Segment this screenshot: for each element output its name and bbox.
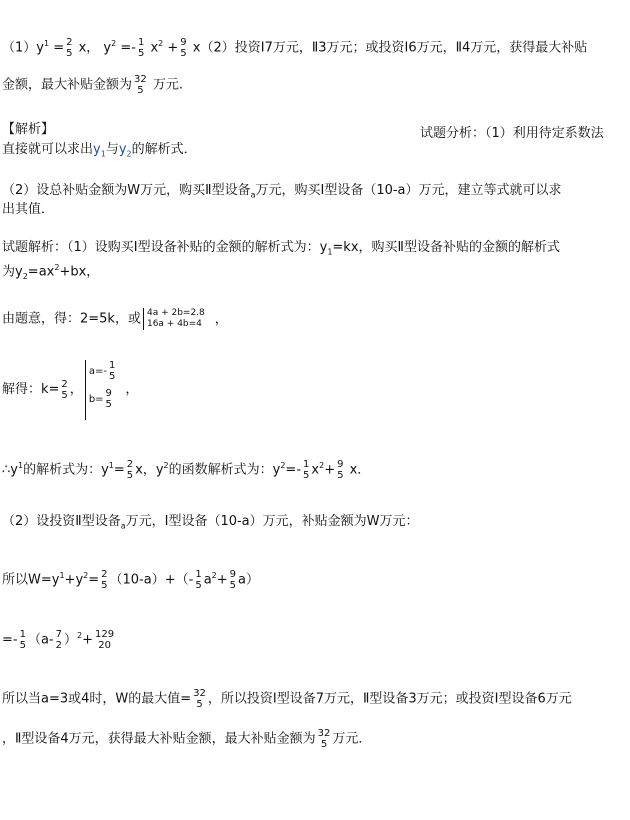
text: 型设备补贴的金额的解析式 xyxy=(403,240,560,255)
text: x xyxy=(311,462,320,478)
numerator: 1 xyxy=(19,628,26,640)
numerator: 32 xyxy=(134,74,147,85)
numerator: 1 xyxy=(195,568,202,580)
fraction xyxy=(138,37,144,59)
solution-line-5 xyxy=(2,458,370,481)
fraction xyxy=(106,388,112,410)
subscript: 1 xyxy=(327,247,333,257)
superscript: 2 xyxy=(280,461,286,470)
fraction xyxy=(127,459,133,481)
denominator: 5 xyxy=(137,47,145,59)
text: 解得：k= xyxy=(2,382,60,397)
analysis-hint-line-2 xyxy=(2,142,197,163)
text: 的解析式． xyxy=(131,142,197,157)
text: 由题意，得：2=5k，或 xyxy=(2,311,141,327)
text: +bx， xyxy=(59,264,100,280)
solution-line-3 xyxy=(2,308,228,330)
superscript: 2 xyxy=(319,461,325,470)
text: （2）设总补贴金额为 xyxy=(2,183,128,198)
denominator: 5 xyxy=(303,469,310,481)
analysis-para-2-line-1 xyxy=(2,183,562,204)
fraction xyxy=(95,629,114,651)
fraction xyxy=(20,629,26,651)
analysis-para-2-line-2 xyxy=(2,202,54,218)
text: 试题分析：（1）利用待定系数法 xyxy=(420,126,604,141)
text: = xyxy=(49,40,65,56)
heading-text: 【解析】 xyxy=(2,122,55,137)
denominator: 5 xyxy=(66,47,73,59)
text: ， xyxy=(214,311,228,327)
fraction xyxy=(318,728,331,750)
denominator: 5 xyxy=(337,469,344,481)
denominator: 5 xyxy=(105,399,112,410)
superscript: 1 xyxy=(43,39,50,48)
solution-line-1 xyxy=(2,240,560,261)
fraction xyxy=(180,37,186,59)
fraction xyxy=(230,569,236,591)
superscript: 1 xyxy=(17,461,24,470)
denominator: 5 xyxy=(19,639,26,651)
text: 万元，购买 xyxy=(140,183,206,198)
variable: a xyxy=(250,190,256,200)
denominator: 5 xyxy=(137,85,144,96)
text: x． xyxy=(345,462,371,478)
superscript: 2 xyxy=(111,39,117,48)
denominator: 5 xyxy=(320,739,328,750)
numerator: 9 xyxy=(337,458,344,470)
text: + xyxy=(82,632,94,648)
text: （10-a）+（- xyxy=(109,572,194,588)
text: 出其值． xyxy=(2,202,55,217)
text: 与 xyxy=(105,142,119,157)
text: ） xyxy=(64,632,78,648)
text: （2）设投资 xyxy=(2,514,76,529)
b-solution xyxy=(89,388,118,410)
text: 万元． xyxy=(332,731,372,747)
text: a xyxy=(203,572,212,588)
solution-line-6 xyxy=(2,514,419,535)
answer-line-2 xyxy=(2,74,183,96)
numerator: 1 xyxy=(108,360,116,371)
analysis-hint-right xyxy=(420,122,604,141)
text: 万元，Ⅰ型设备（10-a）万元，补贴金额为W万元： xyxy=(125,514,419,529)
text: = xyxy=(113,462,125,478)
text: 的函数解析式为：y xyxy=(168,462,281,478)
text: 型设备 xyxy=(81,514,121,529)
a-solution xyxy=(89,360,118,382)
fraction xyxy=(61,379,67,401)
fraction xyxy=(134,74,147,96)
text: 万元. xyxy=(148,77,184,93)
numerator: 129 xyxy=(95,628,115,640)
numerator: 32 xyxy=(193,688,206,699)
solution-line-4 xyxy=(2,360,138,420)
superscript: 1 xyxy=(59,571,65,580)
text: 为y xyxy=(2,264,23,280)
superscript: 2 xyxy=(163,461,169,470)
text: = xyxy=(88,572,100,588)
text: 直接就可以求出 xyxy=(2,142,94,157)
text: 试题解析：（1）设购买Ⅰ型设备补贴的金额的解析式为：y xyxy=(2,240,328,255)
superscript: 2 xyxy=(54,263,60,272)
numerator: 2 xyxy=(66,36,73,48)
text: （1）y xyxy=(2,40,44,56)
equation: 16a + 4b=4 xyxy=(146,319,202,329)
text: a） xyxy=(238,572,259,588)
fraction xyxy=(195,569,201,591)
numerator: 2 xyxy=(126,458,134,470)
solution-system xyxy=(85,360,118,420)
fraction xyxy=(66,37,72,59)
numerator: 2 xyxy=(61,379,68,390)
answer-line-1 xyxy=(2,36,587,59)
text: 的解析式为：y xyxy=(23,462,109,478)
text: +y xyxy=(64,572,84,588)
numerator: 2 xyxy=(101,568,108,580)
text: ∴y xyxy=(2,462,18,478)
text: =ax xyxy=(27,264,55,280)
fraction xyxy=(109,360,115,382)
variable: a xyxy=(120,521,126,531)
text: x xyxy=(146,40,159,56)
text: =- xyxy=(2,632,18,648)
variable: y xyxy=(118,142,127,157)
text: + xyxy=(216,572,228,588)
denominator: 2 xyxy=(55,639,63,651)
text: =- xyxy=(116,40,136,56)
roman-numeral: Ⅱ xyxy=(205,183,212,198)
numerator: 1 xyxy=(137,36,145,48)
text: =kx，购买 xyxy=(332,240,398,255)
text: 所以W=y xyxy=(2,572,60,588)
text: ， xyxy=(125,382,139,397)
fraction xyxy=(337,459,343,481)
denominator: 5 xyxy=(101,579,108,591)
text: =- xyxy=(285,462,302,478)
text: ， xyxy=(69,382,83,397)
equation: 4a + 2b=2.8 xyxy=(146,308,205,318)
numerator: 7 xyxy=(55,628,63,640)
text: a=- xyxy=(88,366,107,377)
fraction xyxy=(193,688,206,710)
text: b= xyxy=(88,394,104,405)
variable: W xyxy=(127,183,141,198)
text: + xyxy=(163,40,179,56)
solution-line-7 xyxy=(2,568,259,591)
text: x， y xyxy=(74,40,112,56)
text: x（2）投资Ⅰ7万元，Ⅱ3万元；或投资Ⅰ6万元，Ⅱ4万元，获得最大补贴 xyxy=(188,40,588,56)
text: 所以当a=3或4时，W的最大值= xyxy=(2,691,192,707)
text: ，所以投资Ⅰ型设备7万元，Ⅱ型设备3万元；或投资Ⅰ型设备6万元 xyxy=(207,691,572,707)
subscript: 1 xyxy=(100,149,106,159)
variable: y xyxy=(93,142,101,157)
analysis-heading xyxy=(2,122,54,138)
fraction xyxy=(101,569,107,591)
fraction xyxy=(303,459,309,481)
denominator: 20 xyxy=(98,639,111,651)
subscript: 2 xyxy=(22,271,28,281)
denominator: 5 xyxy=(195,579,202,591)
superscript: 1 xyxy=(108,461,114,470)
text: ，Ⅱ型设备4万元，获得最大补贴金额，最大补贴金额为 xyxy=(2,731,316,747)
denominator: 5 xyxy=(126,469,134,481)
roman-numeral: Ⅱ xyxy=(397,240,404,255)
denominator: 5 xyxy=(180,47,187,59)
denominator: 5 xyxy=(229,579,237,591)
text: 型设备 xyxy=(211,183,251,198)
denominator: 5 xyxy=(108,371,116,382)
text: x，y xyxy=(135,462,164,478)
equation-system xyxy=(143,308,205,330)
denominator: 5 xyxy=(196,699,203,710)
superscript: 2 xyxy=(158,39,164,48)
solution-line-2 xyxy=(2,260,99,285)
numerator: 32 xyxy=(317,728,331,739)
solution-line-8 xyxy=(2,628,116,651)
text: + xyxy=(324,462,336,478)
text: 金额，最大补贴金额为 xyxy=(2,77,133,93)
superscript: 2 xyxy=(83,571,89,580)
numerator: 9 xyxy=(105,388,112,399)
text: 万元，购买Ⅰ型设备（10-a）万元，建立等式就可以求 xyxy=(255,183,562,198)
roman-numeral: Ⅱ xyxy=(75,514,82,529)
solution-line-9 xyxy=(2,688,572,710)
superscript: 2 xyxy=(77,631,83,640)
numerator: 1 xyxy=(303,458,310,470)
denominator: 5 xyxy=(61,390,68,401)
numerator: 9 xyxy=(180,36,187,48)
fraction xyxy=(56,629,62,651)
numerator: 9 xyxy=(229,568,237,580)
subscript: 2 xyxy=(126,149,132,159)
superscript: 2 xyxy=(211,571,217,580)
solution-line-10 xyxy=(2,728,371,750)
text: （a- xyxy=(27,632,54,648)
